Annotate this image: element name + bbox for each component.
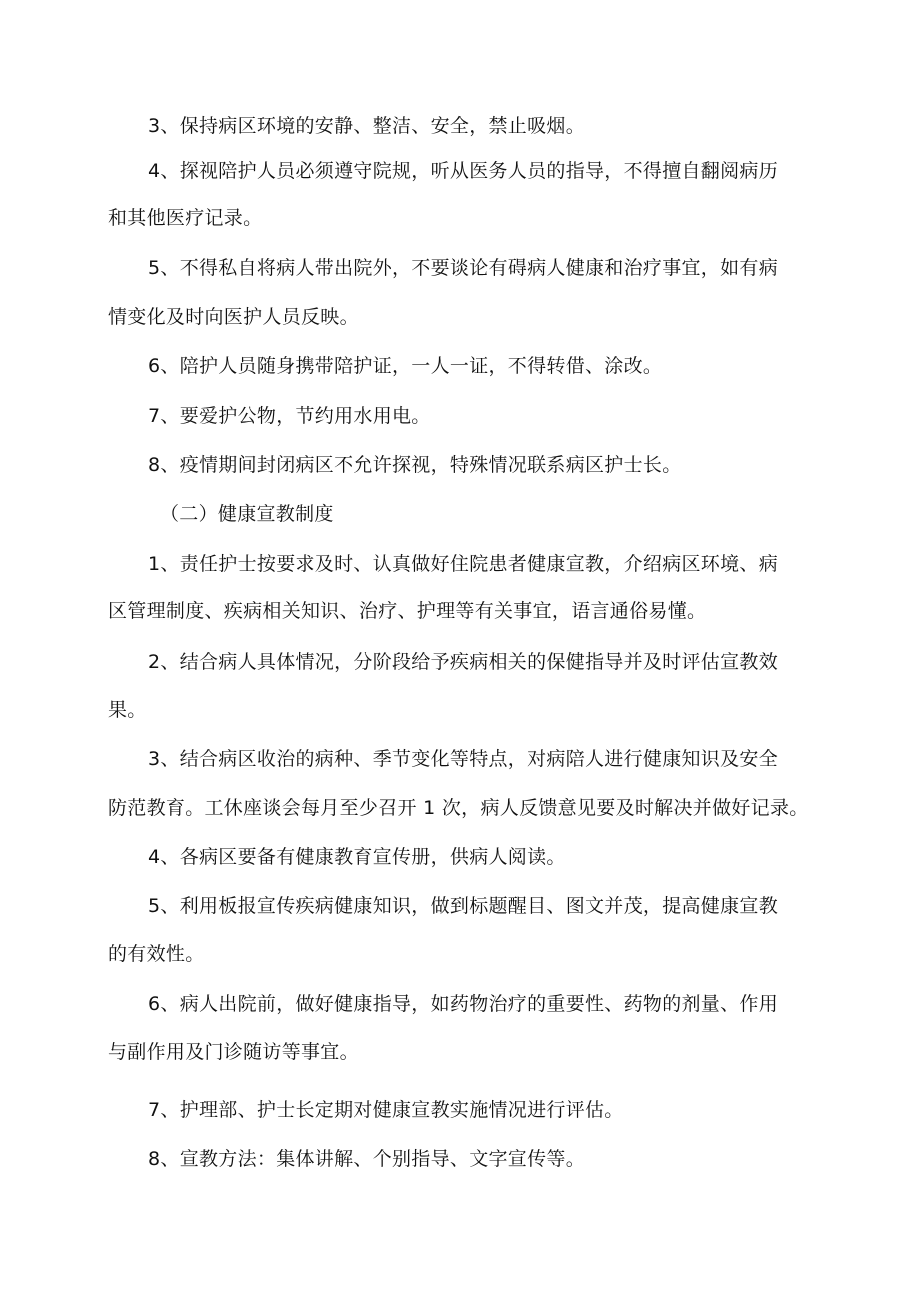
edu-rule-5: 5、利用板报宣传疾病健康知识，做到标题醒目、图文并茂，提高健康宣教 [148, 895, 778, 917]
edu-rule-3: 3、结合病区收治的病种、季节变化等特点，对病陪人进行健康知识及安全 [148, 748, 778, 770]
edu-rule-2-continued: 果。 [108, 699, 147, 721]
rule-6-companion-pass: 6、陪护人员随身携带陪护证，一人一证，不得转借、涂改。 [148, 355, 663, 377]
rule-4-visitor-compliance: 4、探视陪护人员必须遵守院规，听从医务人员的指导，不得擅自翻阅病历 [148, 160, 778, 182]
edu-rule-3-continued: 防范教育。工休座谈会每月至少召开 1 次，病人反馈意见要及时解决并做好记录。 [108, 797, 809, 819]
rule-3-environment: 3、保持病区环境的安静、整洁、安全，禁止吸烟。 [148, 115, 585, 137]
edu-rule-8: 8、宣教方法：集体讲解、个别指导、文字宣传等。 [148, 1148, 585, 1170]
edu-rule-1: 1、责任护士按要求及时、认真做好住院患者健康宣教，介绍病区环境、病 [148, 553, 778, 575]
edu-rule-6-continued: 与副作用及门诊随访等事宜。 [108, 1041, 359, 1063]
edu-rule-2: 2、结合病人具体情况，分阶段给予疾病相关的保健指导并及时评估宣教效 [148, 651, 778, 673]
edu-rule-1-continued: 区管理制度、疾病相关知识、治疗、护理等有关事宜，语言通俗易懂。 [108, 600, 707, 622]
edu-rule-4: 4、各病区要备有健康教育宣传册，供病人阅读。 [148, 846, 566, 868]
rule-7-public-property: 7、要爱护公物，节约用水用电。 [148, 405, 431, 427]
rule-4-continued: 和其他医疗记录。 [108, 207, 263, 229]
rule-5-no-taking-out: 5、不得私自将病人带出院外，不要谈论有碍病人健康和治疗事宜，如有病 [148, 257, 778, 279]
rule-8-epidemic: 8、疫情期间封闭病区不允许探视，特殊情况联系病区护士长。 [148, 454, 682, 476]
rule-5-continued: 情变化及时向医护人员反映。 [108, 306, 359, 328]
edu-rule-7: 7、护理部、护士长定期对健康宣教实施情况进行评估。 [148, 1099, 624, 1121]
section-heading-health-education: （二）健康宣教制度 [160, 503, 334, 525]
edu-rule-5-continued: 的有效性。 [108, 943, 205, 965]
edu-rule-6: 6、病人出院前，做好健康指导，如药物治疗的重要性、药物的剂量、作用 [148, 993, 778, 1015]
